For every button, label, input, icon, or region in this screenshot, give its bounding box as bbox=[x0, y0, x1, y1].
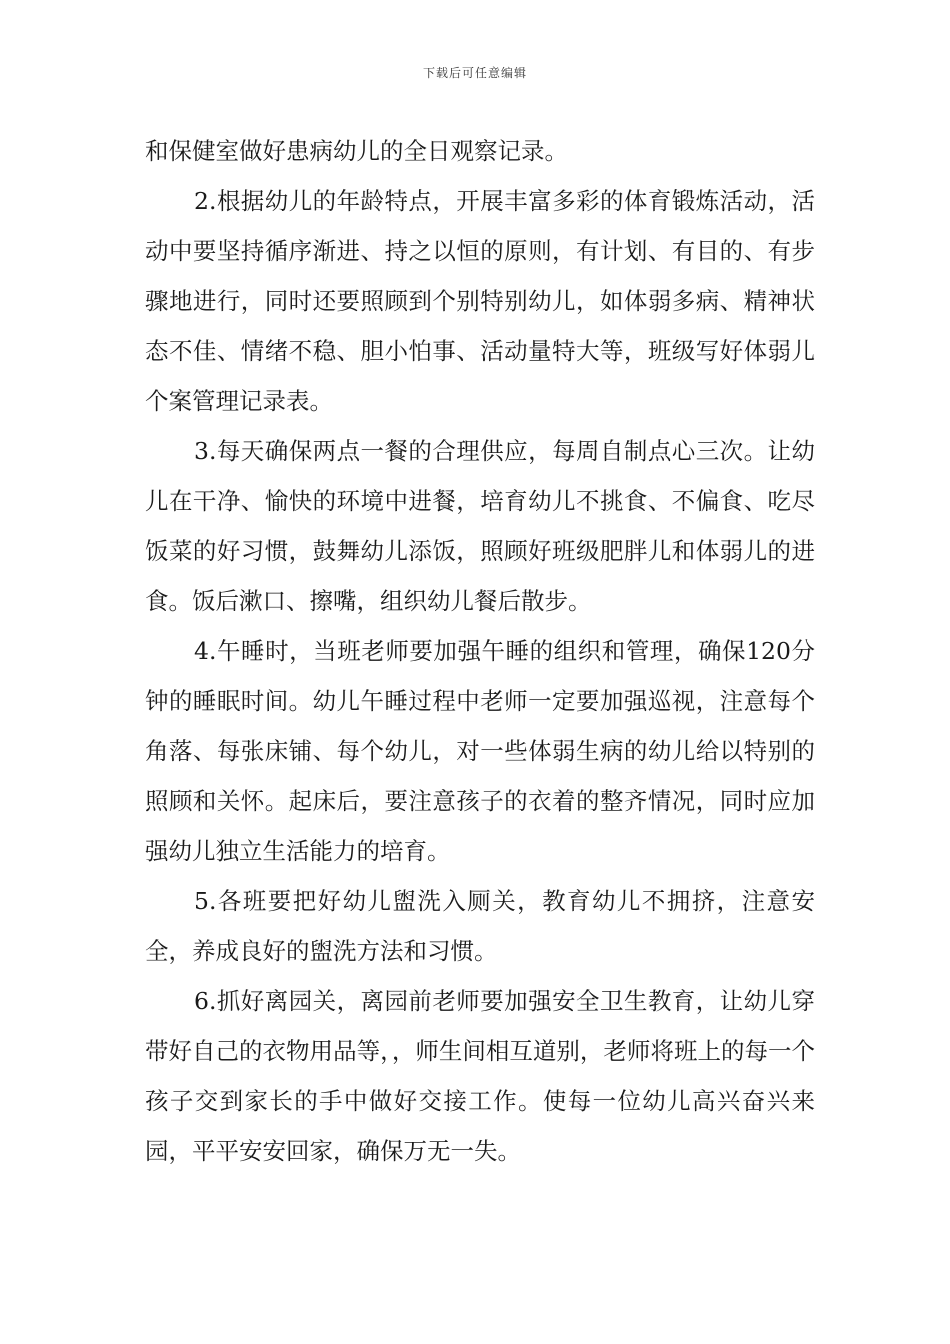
paragraph-item-5: 5.各班要把好幼儿盥洗入厕关，教育幼儿不拥挤，注意安全，养成良好的盥洗方法和习惯。 bbox=[145, 887, 815, 965]
paragraph-item-3: 3.每天确保两点一餐的合理供应，每周自制点心三次。让幼儿在干净、愉快的环境中进餐，培育幼儿不挑食、不偏食、吃尽饭菜的好习惯，鼓舞幼儿添饭，照顾好班级肥胖儿和体弱儿的进食。饭后漱口、擦嘴，组织幼儿餐后散步。 bbox=[145, 437, 815, 615]
paragraph-continuation: 和保健室做好患病幼儿的全日观察记录。 bbox=[145, 137, 568, 165]
document-body bbox=[145, 126, 815, 1176]
page-header: 下载后可任意编辑 bbox=[422, 66, 527, 80]
paragraph-item-6: 6.抓好离园关，离园前老师要加强安全卫生教育，让幼儿穿带好自己的衣物用品等，，师生间相互道别，老师将班上的每一个孩子交到家长的手中做好交接工作。使每一位幼儿高兴奋兴来园，平平安安回家，确保万无一失。 bbox=[145, 987, 815, 1165]
paragraph-item-4: 4.午睡时，当班老师要加强午睡的组织和管理，确保120分钟的睡眠时间。幼儿午睡过程中老师一定要加强巡视，注意每个角落、每张床铺、每个幼儿，对一些体弱生病的幼儿给以特别的照顾和关怀。起床后，要注意孩子的衣着的整齐情况，同时应加强幼儿独立生活能力的培育。 bbox=[145, 637, 815, 865]
paragraph-item-2: 2.根据幼儿的年龄特点，开展丰富多彩的体育锻炼活动，活动中要坚持循序渐进、持之以恒的原则，有计划、有目的、有步骤地进行，同时还要照顾到个别特别幼儿，如体弱多病、精神状态不佳、情绪不稳、胆小怕事、活动量特大等，班级写好体弱儿个案管理记录表。 bbox=[145, 187, 815, 415]
